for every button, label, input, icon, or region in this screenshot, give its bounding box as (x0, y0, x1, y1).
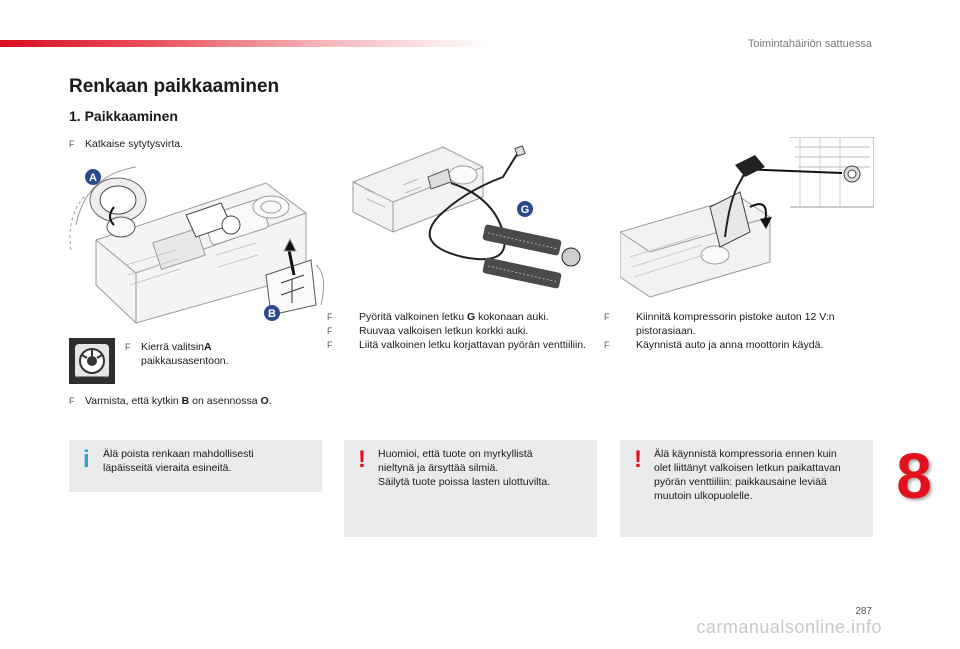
page-title: Renkaan paikkaaminen (69, 76, 280, 97)
page-number: 287 (855, 606, 872, 617)
right-step-2: F Käynnistä auto ja anna moottorin käydä. (604, 339, 824, 351)
warning-note-compressor: ! Älä käynnistä kompressoria ennen kuin olet liittänyt valkoisen letkun paikattavan pyörän venttiiliin: paikkausaine leviää muutoin ulkopuolelle. (620, 440, 873, 537)
power-socket-illustration (620, 137, 874, 305)
callout-b-label: B (268, 308, 276, 320)
right-steps (604, 310, 872, 352)
info-icon: i (83, 446, 90, 473)
chapter-number: 8 (896, 440, 932, 512)
info-note: i Älä poista renkaan mahdollisesti läpäisseitä vieraita esineitä. (69, 440, 322, 492)
middle-steps (327, 310, 593, 352)
middle-step-2: F Ruuvaa valkoisen letkun korkki auki. (327, 325, 529, 337)
warning-icon: ! (634, 446, 642, 473)
callout-a-label: A (89, 172, 97, 184)
warning-note-toxic: ! Huomioi, että tuote on myrkyllistä nieltynä ja ärsyttää silmiä. Säilytä tuote poissa lasten ulottuvilta. (344, 440, 597, 537)
hose-illustration (343, 137, 597, 305)
left-step-3: F Varmista, että kytkin B on asennossa O. (69, 395, 272, 407)
header-gradient-bar (0, 40, 490, 47)
right-step-1: F Kiinnitä kompressorin pistoke auton 12 V:n pistorasiaan. (604, 311, 835, 337)
bullet-marker: F (69, 139, 75, 149)
watermark: carmanualsonline.info (696, 617, 882, 637)
dial-position-icon (69, 338, 115, 384)
middle-step-1: F Pyöritä valkoinen letku G kokonaan auki. (327, 311, 549, 323)
section-title: Toimintahäiriön sattuessa (747, 38, 872, 50)
left-step-2: F Kierrä valitsinA paikkausasentoon. (125, 341, 229, 367)
middle-step-3: F Liitä valkoinen letku korjattavan pyörän venttiiliin. (327, 339, 587, 351)
callout-g-label: G (520, 204, 530, 216)
page-subtitle: 1. Paikkaaminen (69, 108, 178, 124)
left-step-1: F Katkaise sytytysvirta. (69, 138, 184, 150)
compressor-dial-illustration (66, 155, 328, 325)
warning-icon: ! (358, 446, 366, 473)
